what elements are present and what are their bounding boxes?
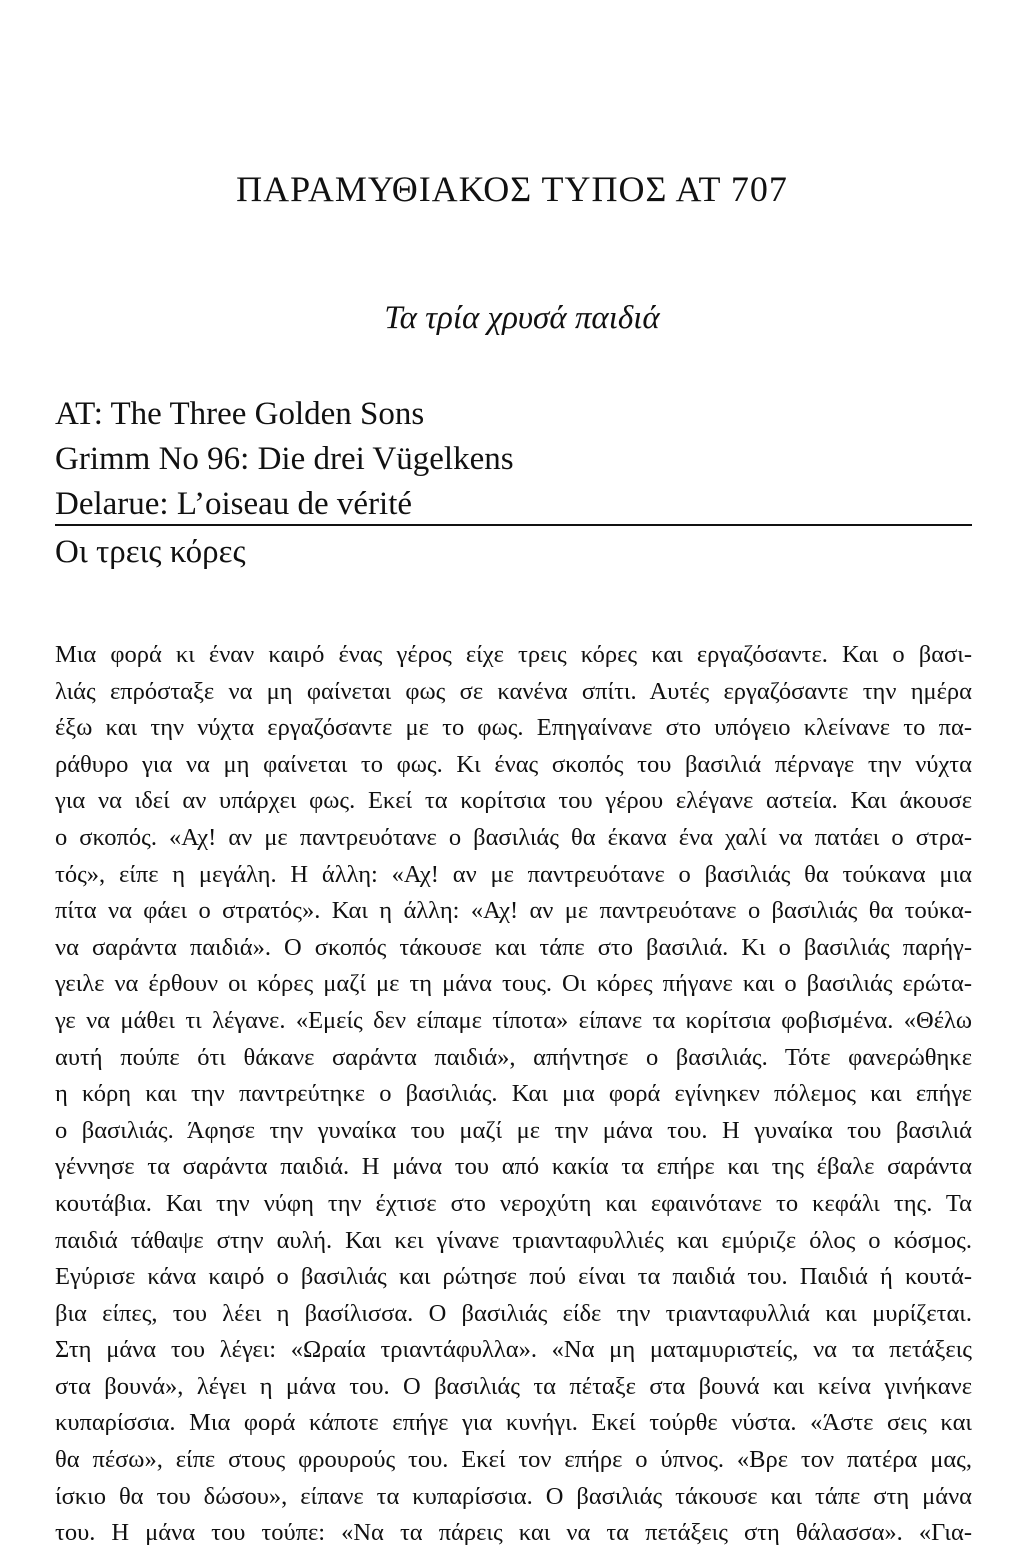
body-line: τός», είπε η μεγάλη. Η άλλη: «Αχ! αν με παντρευότανε ο βασιλιάς θα τούκανα μια xyxy=(55,860,972,888)
body-line: Μια φορά κι έναν καιρό ένας γέρος είχε τρεις κόρες και εργαζόσαντε. Και ο βασι- xyxy=(55,641,972,668)
body-line: γειλε να έρθουν οι κόρες μαζί με τη μάνα τους. Οι κόρες πήγανε και ο βασιλιάς ερώτα- xyxy=(55,970,972,998)
body-line: θα πέσω», είπε στους φρουρούς του. Εκεί τον επήρε ο ύπνος. «Βρε τον πατέρα μας, xyxy=(55,1446,972,1474)
body-line: πίτα να φάει ο στρατός». Και η άλλη: «Αχ! αν με παντρευότανε ο βασιλιάς θα τούκα- xyxy=(55,897,972,925)
body-line: στα βουνά», λέγει η μάνα του. Ο βασιλιάς τα πέταξε στα βουνά και κείνα γινήκανε xyxy=(55,1372,972,1400)
body-line: παιδιά τάθαψε στην αυλή. Και κει γίνανε τριανταφυλλιές και εμύριζε όλος ο κόσμος. xyxy=(55,1226,972,1254)
reference-grimm: Grimm No 96: Die drei Vügelkens xyxy=(55,441,514,477)
body-line: γε να μάθει τι λέγανε. «Εμείς δεν είπαμε τίποτα» είπανε τα κορίτσια φοβισμένα. «Θέλω xyxy=(55,1006,972,1034)
body-line: κουτάβια. Και την νύφη την έχτισε στο νεροχύτη και εφαινότανε το κεφάλι της. Τα xyxy=(55,1189,972,1217)
body-line: γέννησε τα σαράντα παιδιά. Η μάνα του από κακία τα επήρε και της έβαλε σαράντα xyxy=(55,1153,972,1181)
body-line: Εγύρισε κάνα καιρό ο βασιλιάς και ρώτησε πού είναι τα παιδιά του. Παιδιά ή κουτά- xyxy=(55,1263,972,1291)
body-line: η κόρη και την παντρεύτηκε ο βασιλιάς. Και μια φορά εγίνηκεν πόλεμος και επήγε xyxy=(55,1080,972,1108)
version-title: Οι τρεις κόρες xyxy=(55,534,246,570)
body-line: να σαράντα παιδιά». Ο σκοπός τάκουσε και τάπε στο βασιλιά. Κι ο βασιλιάς παρήγ- xyxy=(55,933,972,961)
body-line: ίσκιο θα του δώσου», είπανε τα κυπαρίσσια. Ο βασιλιάς τάκουσε και τάπε στη μάνα xyxy=(55,1482,972,1510)
tale-references xyxy=(55,392,514,527)
chapter-heading: ΠΑΡΑΜΥΘΙΑΚΟΣ ΤΥΠΟΣ ΑΤ 707 xyxy=(236,169,788,209)
body-line: βια είπες, του λέει η βασίλισσα. Ο βασιλιάς είδε την τριανταφυλλιά και μυρίζεται. xyxy=(55,1299,972,1327)
body-line: για να ιδεί αν υπάρχει φως. Εκεί τα κορίτσια του γέρου ελέγανε αστεία. Και άκουσε xyxy=(55,787,972,815)
tale-subtitle: Τα τρία χρυσά παιδιά xyxy=(384,300,660,336)
body-line: έξω και την νύχτα εργαζόσαντε με το φως. Επηγαίνανε στο υπόγειο κλείνανε το πα- xyxy=(55,714,972,742)
reference-delarue: Delarue: L’oiseau de vérité xyxy=(55,486,413,522)
body-line: του. Η μάνα του τούπε: «Να τα πάρεις και να τα πετάξεις στη θάλασσα». «Για- xyxy=(55,1519,972,1547)
body-line: ράθυρο για να μη φαίνεται το φως. Κι ένας σκοπός του βασιλιά πέρναγε την νύχτα xyxy=(55,750,972,778)
body-line: ο σκοπός. «Αχ! αν με παντρευότανε ο βασιλιάς θα έκανα ένα χαλί να πατάει ο στρα- xyxy=(55,823,972,851)
reference-at: AT: The Three Golden Sons xyxy=(55,396,425,432)
body-line: ο βασιλιάς. Άφησε την γυναίκα του μαζί με την μάνα του. Η γυναίκα του βασιλιά xyxy=(55,1116,972,1144)
body-line: κυπαρίσσια. Μια φορά κάποτε επήγε για κυνήγι. Εκεί τούρθε νύστα. «Άστε σεις και xyxy=(55,1409,972,1437)
body-line: αυτή πούπε ότι θάκανε σαράντα παιδιά», απήντησε ο βασιλιάς. Τότε φανερώθηκε xyxy=(55,1043,972,1071)
body-line: Στη μάνα του λέγει: «Ωραία τριαντάφυλλα». «Να μη ματαμυριστείς, να τα πετάξεις xyxy=(55,1336,972,1364)
divider-rule xyxy=(55,524,972,526)
body-line: λιάς επρόσταξε να μη φαίνεται φως σε κανένα σπίτι. Αυτές εργαζόσαντε την ημέρα xyxy=(55,677,972,705)
tale-body-text xyxy=(55,637,972,1552)
